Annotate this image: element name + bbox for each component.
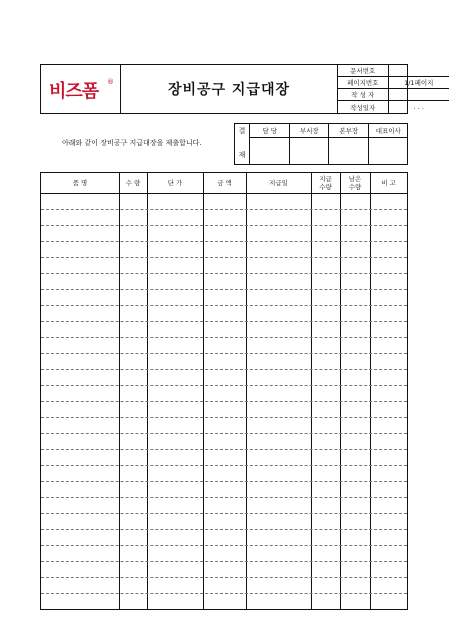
table-row[interactable] xyxy=(41,529,407,530)
intro-text: 아래와 같이 장비공구 지급대장을 제출합니다. xyxy=(62,139,202,147)
meta-table xyxy=(337,65,434,113)
column-divider xyxy=(203,173,204,609)
ledger-header-row xyxy=(41,173,407,194)
signature-box[interactable] xyxy=(290,137,330,164)
meta-value[interactable]: . . . xyxy=(388,101,449,113)
table-row[interactable] xyxy=(41,545,407,546)
table-row[interactable] xyxy=(41,401,407,402)
approval-header: 대표이사 xyxy=(369,124,409,138)
approval-column xyxy=(249,124,290,164)
meta-value[interactable] xyxy=(388,65,449,77)
ledger-column-header: 남은 수량 xyxy=(348,175,362,191)
approval-table xyxy=(234,123,408,165)
table-row[interactable] xyxy=(41,497,407,498)
table-row[interactable] xyxy=(41,465,407,466)
signature-box[interactable] xyxy=(250,137,290,164)
ledger-column-header: 단 가 xyxy=(167,179,183,187)
ledger-table xyxy=(40,172,408,610)
signature-box[interactable] xyxy=(369,137,409,164)
meta-row xyxy=(337,77,449,89)
table-row[interactable] xyxy=(41,305,407,306)
table-row[interactable] xyxy=(41,289,407,290)
table-row[interactable] xyxy=(41,321,407,322)
ledger-column-header: 지급일 xyxy=(269,179,288,187)
approval-side-bottom: 재 xyxy=(238,151,246,159)
table-row[interactable] xyxy=(41,433,407,434)
meta-value[interactable]: 1/1페이지 xyxy=(388,77,449,89)
ledger-column-header: 품 명 xyxy=(72,179,88,187)
bizforms-logo: 비즈폼 xyxy=(49,81,99,102)
column-divider xyxy=(311,173,312,609)
signature-box[interactable] xyxy=(329,137,369,164)
table-row[interactable] xyxy=(41,385,407,386)
meta-row xyxy=(337,65,449,77)
table-row[interactable] xyxy=(41,417,407,418)
column-divider xyxy=(370,173,371,609)
approval-side-top: 결 xyxy=(238,127,246,135)
table-row[interactable] xyxy=(41,577,407,578)
meta-value[interactable] xyxy=(388,89,449,101)
table-row[interactable] xyxy=(41,513,407,514)
meta-label: 문서번호 xyxy=(337,65,388,77)
column-divider xyxy=(340,173,341,609)
table-row[interactable] xyxy=(41,593,407,594)
table-row[interactable] xyxy=(41,337,407,338)
table-row[interactable] xyxy=(41,353,407,354)
approval-header: 본부장 xyxy=(329,124,369,138)
logo-cell xyxy=(41,65,121,113)
approval-header: 부서장 xyxy=(290,124,330,138)
registered-mark: ® xyxy=(107,78,114,86)
table-row[interactable] xyxy=(41,449,407,450)
table-row[interactable] xyxy=(41,241,407,242)
column-divider xyxy=(246,173,247,609)
ledger-column-header: 수 량 xyxy=(125,179,141,187)
approval-column xyxy=(328,124,369,164)
meta-label: 작성일자 xyxy=(337,101,388,113)
table-row[interactable] xyxy=(41,257,407,258)
approval-header: 담 당 xyxy=(250,124,290,138)
column-divider xyxy=(147,173,148,609)
approval-column xyxy=(368,124,409,164)
table-row[interactable] xyxy=(41,209,407,210)
meta-label: 페이지번호 xyxy=(337,77,388,89)
document-title: 장비공구 지급대장 xyxy=(167,82,291,98)
table-row[interactable] xyxy=(41,273,407,274)
ledger-column-header: 지급 수량 xyxy=(319,175,332,191)
table-row[interactable] xyxy=(41,561,407,562)
meta-row xyxy=(337,89,449,101)
meta-row xyxy=(337,101,449,113)
table-row[interactable] xyxy=(41,225,407,226)
meta-label: 작 성 자 xyxy=(337,89,388,101)
ledger-column-header: 금 액 xyxy=(217,179,232,187)
table-row[interactable] xyxy=(41,369,407,370)
document-header xyxy=(40,64,434,114)
ledger-column-header: 비 고 xyxy=(381,179,396,187)
table-row[interactable] xyxy=(41,481,407,482)
column-divider xyxy=(119,173,120,609)
approval-column xyxy=(289,124,330,164)
